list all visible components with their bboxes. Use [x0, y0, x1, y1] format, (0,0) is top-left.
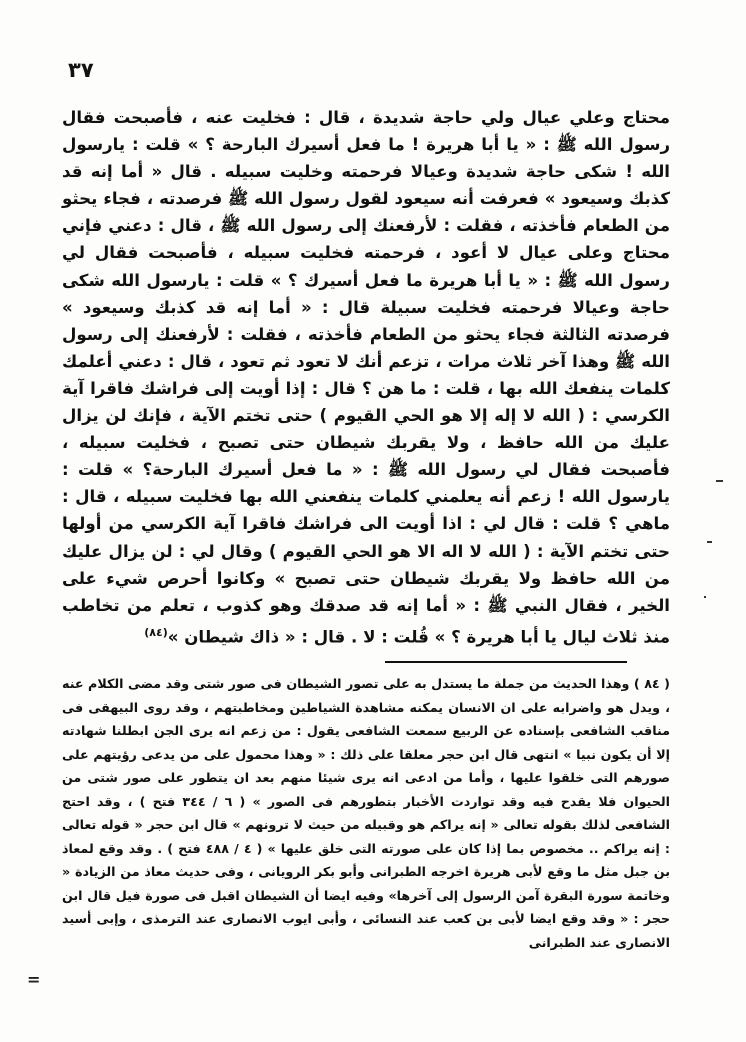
margin-mark	[704, 596, 706, 598]
page-number: ٣٧	[68, 58, 94, 82]
footnote-paragraph: ( ٨٤ ) وهذا الحديث من جملة ما يستدل به على تصور الشيطان فى صور شتى وقد مضى الكلام عنه ، ويدل هو واضرابه على ان الانسان يمكنه مشاهدة الشياطين ومخاطبتهم ، وقد روى البيهقى فى مناقب الشافعى بإسناده عن الربيع سمعت الشافعى يقول : من زعم انه يرى الجن ابطلنا شهادته إلا أن يكون نبيا » انتهى قال ابن حجر معلقا على ذلك : « وهذا محمول على من يدعى رؤيتهم على صورهم التى خلقوا عليها ، وأما من ادعى انه يرى شيئا منهم بعد ان يتطور على صور شتى من الحيوان فلا يقدح فيه وقد تواردت الأخبار بتطورهم فى الصور » ( ٦ / ٣٤٤ فتح ) ، وقد احتج الشافعى لذلك بقوله تعالى « إنه يراكم هو وقبيله من حيث لا ترونهم » قال ابن حجر « قوله تعالى : إنه يراكم .. مخصوص بما إذا كان على صورته التى خلق عليها » ( ٤ / ٤٨٨ فتح ) . وقد وقع لمعاذ بن جبل مثل ما وقع لأبى هريرة اخرجه الطبرانى وأبو بكر الرويانى ، وفى حديث معاذ من الزيادة « وخاتمة سورة البقرة آمن الرسول إلى آخرها» وفيه ايضا أن الشيطان اقبل فى صورة فيل قال ابن حجر : « وقد وقع ايضا لأبى بن كعب عند النسائى ، وأبى ايوب الانصارى عند الترمذى ، وإبى أسيد الانصارى عند الطبرانى	[62, 676, 671, 950]
footnote-text	[62, 672, 670, 954]
footnote-divider	[385, 661, 627, 663]
margin-mark	[716, 480, 723, 482]
margin-equals-mark: =	[27, 970, 41, 989]
main-text	[62, 104, 670, 650]
footnote-reference: (٨٤)	[144, 625, 168, 639]
main-paragraph-text: محتاج وعلي عيال ولي حاجة شديدة ، قال : فخليت عنه ، فأصبحت فقال رسول الله ﷺ : « يا أبا هريرة ! ما فعل أسيرك البارحة ؟ » قلت : يارسول الله ! شكى حاجة شديدة وعيالا فرحمته وخليت سبيله . قال « أما إنه قد كذبك وسيعود » فعرفت أنه سيعود لقول رسول الله ﷺ فرصدته ، فجاء يحثو من الطعام فأخذته ، فقلت : لأرفعنك إلى رسول الله ﷺ ، قال : دعني فإني محتاج وعلى عيال لا أعود ، فرحمته فخليت سبيله ، فأصبحت فقال لي رسول الله ﷺ : « يا أبا هريرة ما فعل أسيرك ؟ » قلت : يارسول الله شكى حاجة وعيالا فرحمته فخليت سبيلة قال : « أما إنه قد كذبك وسيعود » فرصدته الثالثة فجاء يحثو من الطعام فأخذته ، فقلت : لأرفعنك إلى رسول الله ﷺ وهذا آخر ثلاث مرات ، تزعم أنك لا تعود ثم تعود ، قال : دعني أعلمك كلمات ينفعك الله بها ، قلت : ما هن ؟ قال : إذا أويت إلى فراشك فاقرا آية الكرسي : ( الله لا إله إلا هو الحي القيوم ) حتى تختم الآية ، فإنك لن يزال عليك من الله حافظ ، ولا يقربك شيطان حتى تصبح ، فخليت سبيله ، فأصبحت فقال لي رسول الله ﷺ : « ما فعل أسيرك البارحة؟ » قلت : يارسول الله ! زعم أنه يعلمني كلمات ينفعني الله بها فخليت سبيله ، قال : ماهي ؟ قلت : قال لي : اذا أويت الى فراشك فاقرا آية الكرسي من أولها حتى تختم الآية : ( الله لا اله الا هو الحي القيوم ) وقال لي : لن يزال عليك من الله حافظ ولا يقربك شيطان حتى تصبح » وكانوا أحرص شيء على الخير ، فقال النبي ﷺ : « أما إنه قد صدقك وهو كذوب ، تعلم من تخاطب منذ ثلاث ليال يا أبا هريرة ؟ » قُلت : لا . قال : « ذاك شيطان »	[62, 108, 670, 647]
main-paragraph	[62, 104, 670, 650]
margin-mark	[707, 541, 712, 543]
